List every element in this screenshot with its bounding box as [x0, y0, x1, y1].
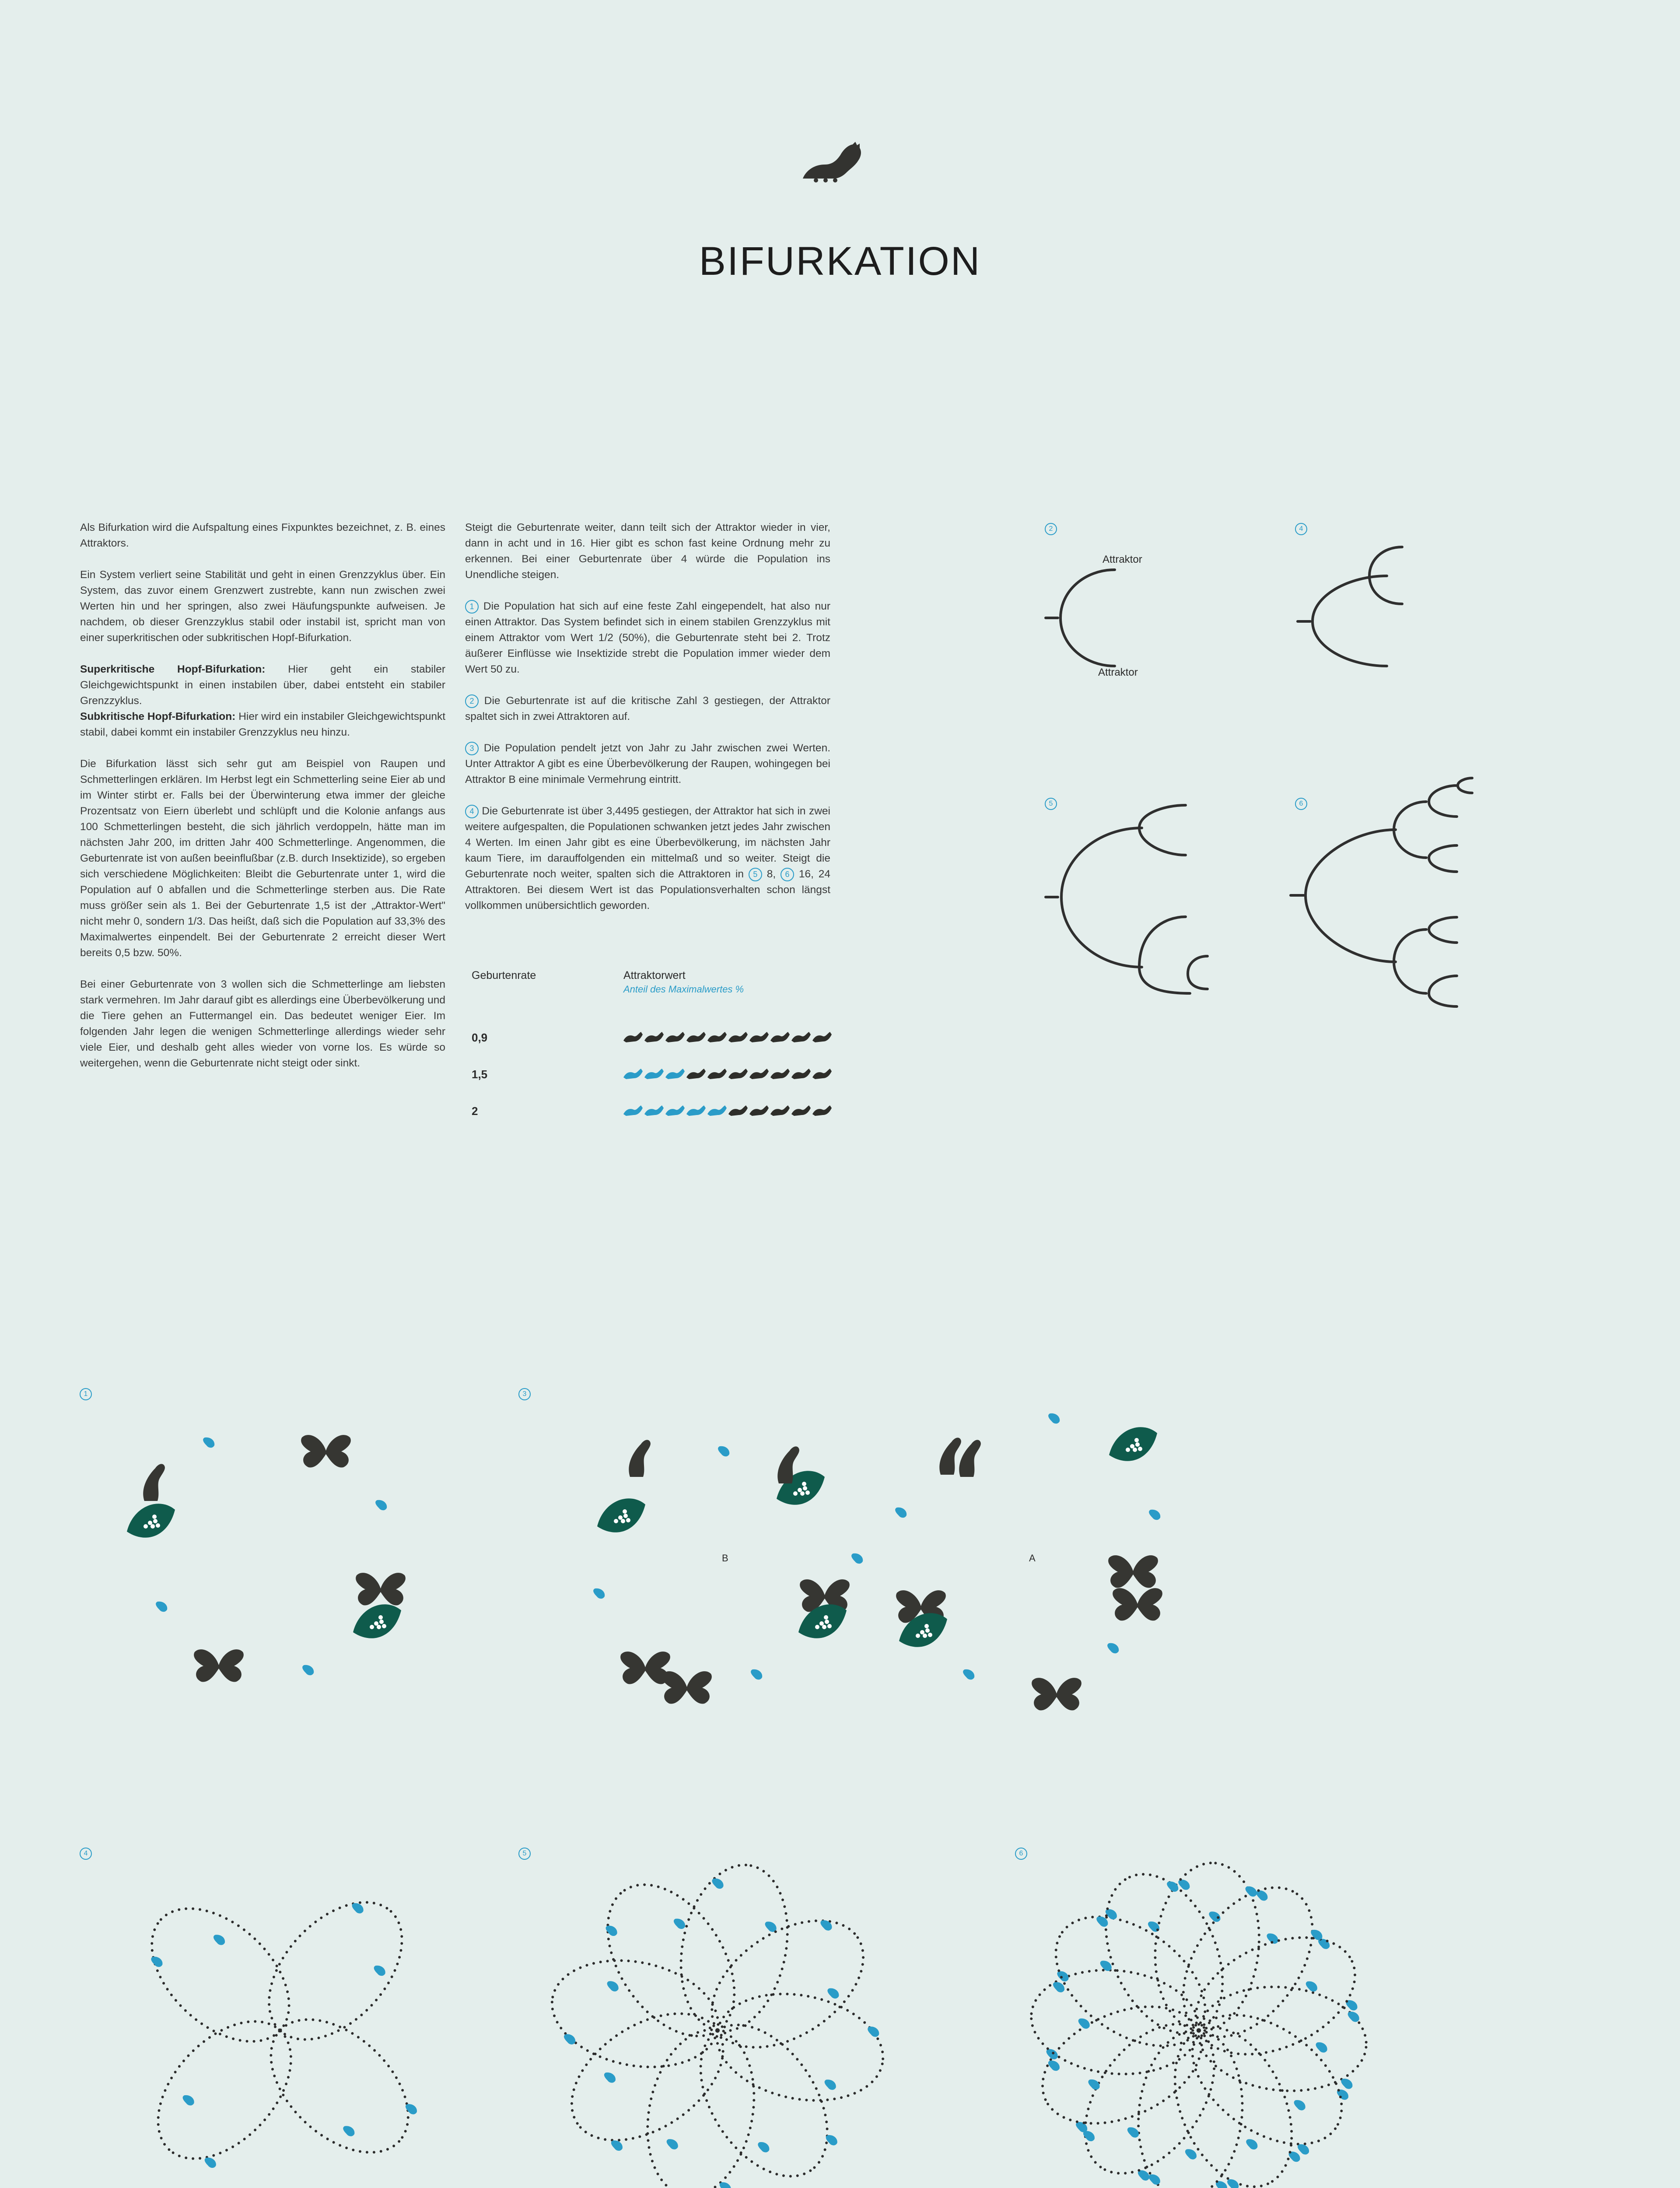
attractor-label-bottom: Attraktor — [1098, 666, 1138, 678]
caterpillar-icon — [707, 1069, 727, 1079]
page-title: BIFURKATION — [699, 239, 981, 284]
table-header-attractor: Attraktorwert — [623, 969, 686, 982]
sub-text: Hier wird ein instabiler Gleichgewichtspunkt stabil, dabei kommt ein instabiler Grenzzyklus neu hinzu. — [80, 711, 445, 738]
egg-icon — [1083, 2131, 1095, 2142]
egg-icon — [963, 1669, 974, 1680]
step-text: 16, 24 Attraktoren. Bei diesem Wert ist das Populationsverhalten schon längst vollkommen unübersichtlich geworden. — [465, 868, 830, 912]
step-3 — [465, 740, 830, 788]
intro-paragraph: Bei einer Geburtenrate von 3 wollen sich die Schmetterlinge am liebsten stark vermehren. Im Jahr darauf gibt es allerdings eine Überbevölkerung und die Tiere gehen an Futtermangel ein. Das bedeutet weniger Eier. Im folgenden Jahr legen die wenigen Schmetterlinge allerdings wieder sehr viele Eier, und deshalb geht alles wieder von vorne los. Es würde so weitergehen, wenn die Geburtenrate nicht steigt oder sinkt. — [80, 978, 445, 1069]
caterpillar-icon — [644, 1032, 664, 1042]
caterpillar-icon-filled — [686, 1105, 706, 1116]
caterpillar-icon — [770, 1105, 790, 1116]
egg-icon — [1048, 1413, 1060, 1424]
egg-icon — [718, 1446, 729, 1457]
table-header-sub: Anteil des Maximalwertes % — [623, 984, 744, 995]
caterpillar-icon — [791, 1105, 811, 1116]
figure-number: 6 — [1295, 798, 1307, 810]
egg-icon — [667, 2139, 678, 2149]
step-text: Die Population pendelt jetzt von Jahr zu Jahr zwischen zwei Werten. Unter Attraktor A gibt es eine Überbevölkerung der Raupen, wohingegen bei Attraktor B eine minimale Vermehrung eintritt. — [465, 742, 830, 785]
figure-number: 4 — [1295, 523, 1307, 535]
egg-icon — [1227, 2179, 1239, 2188]
caterpillar-icon — [798, 136, 864, 184]
egg-icon — [151, 1957, 162, 1967]
orbit-loop — [707, 1980, 893, 2114]
egg-icon — [156, 1602, 167, 1612]
caterpillar-icon — [665, 1032, 685, 1042]
egg-icon — [895, 1508, 906, 1518]
egg-icon — [1138, 2170, 1149, 2181]
leaf-eggs-icon — [127, 1504, 175, 1538]
caterpillar-icon — [749, 1069, 769, 1079]
intro-column — [80, 520, 445, 1087]
orbit-loop — [244, 1877, 427, 2065]
figure-number: 5 — [518, 1848, 531, 1860]
bifurcation-6 — [1291, 778, 1472, 1006]
egg-icon — [375, 1500, 387, 1511]
egg-icon — [1185, 2149, 1197, 2160]
life-cycle-figures — [0, 1378, 1680, 1729]
egg-icon — [205, 2157, 216, 2168]
caterpillar-icon — [686, 1032, 706, 1042]
step-2 — [465, 693, 830, 725]
egg-icon — [302, 1665, 314, 1676]
sub-label: Subkritische Hopf-Bifurkation: — [80, 711, 236, 722]
butterfly-icon — [356, 1573, 406, 1605]
caterpillar-icon — [629, 1440, 651, 1477]
egg-icon — [825, 2079, 836, 2090]
butterfly-icon — [194, 1649, 244, 1682]
caterpillar-icon — [791, 1032, 811, 1042]
step-number: 2 — [465, 694, 479, 708]
egg-icon — [868, 2027, 879, 2037]
caterpillar-icon — [791, 1069, 811, 1079]
step-text: Die Population hat sich auf eine feste Zahl eingependelt, hat also nur einen Attraktor. Das System befindet sich in einem stabilen Grenzzyklus mit einem Attraktor vom Wert 1/2 (50%), die Geburtenrate steht bei 2. Trotz äußerer Einflüsse wie Insektizide strebt die Population immer wieder dem Wert 50 zu. — [465, 600, 830, 675]
egg-icon — [1057, 1971, 1068, 1982]
egg-icon — [606, 1925, 617, 1936]
egg-icon — [1167, 1881, 1178, 1892]
egg-icon — [1127, 2127, 1139, 2138]
egg-icon — [1078, 2019, 1090, 2029]
step-text: 8, — [762, 868, 780, 880]
orbit-loop — [133, 1996, 316, 2184]
table-row-rate: 2 — [472, 1105, 478, 1118]
bifurcation-4 — [1298, 547, 1402, 666]
caterpillar-icon-filled — [644, 1069, 664, 1079]
caterpillar-icon — [959, 1440, 981, 1477]
egg-icon — [1088, 2079, 1099, 2090]
egg-icon — [352, 1903, 364, 1914]
egg-icon — [712, 1879, 723, 1889]
step-number: 6 — [780, 868, 794, 881]
figure-number: 3 — [518, 1388, 531, 1400]
egg-icon — [1107, 1643, 1119, 1654]
caterpillar-icon-filled — [665, 1105, 685, 1116]
caterpillar-icon — [143, 1464, 165, 1501]
leaf-eggs-icon — [597, 1498, 645, 1532]
egg-icon — [406, 2104, 417, 2114]
egg-icon — [1046, 2049, 1058, 2060]
butterfly-icon — [1108, 1555, 1158, 1588]
bifurcation-2 — [1046, 570, 1115, 666]
egg-icon — [1306, 1981, 1317, 1992]
orbit-loop — [667, 1855, 802, 2041]
egg-icon — [611, 2140, 623, 2151]
caterpillar-icon — [749, 1032, 769, 1042]
chaos-cycle-figures — [0, 1838, 1680, 2188]
leaf-eggs-icon — [353, 1604, 401, 1638]
table-row-rate: 0,9 — [472, 1031, 488, 1044]
attractor-label-a: A — [1029, 1553, 1036, 1564]
egg-icon — [758, 2142, 769, 2153]
attractor-label-b: B — [722, 1553, 728, 1564]
bifurcation-diagrams — [1037, 543, 1474, 1015]
step-number: 1 — [465, 600, 479, 614]
step-number: 3 — [465, 742, 479, 755]
butterfly-icon — [301, 1435, 351, 1467]
egg-icon — [374, 1966, 385, 1976]
egg-icon — [765, 1922, 777, 1932]
step-4 — [465, 803, 830, 914]
intro-paragraph: Als Bifurkation wird die Aufspaltung eines Fixpunktes bezeichnet, z. B. eines Attraktors. — [80, 522, 445, 549]
step-text: Die Geburtenrate ist über 3,4495 gestiegen, der Attraktor hat sich in zwei weitere aufgespalten, die Populationen schwanken jetzt jedes Jahr zwischen 4 Werten. Im einen Jahr gibt es eine Überbevölkerung, im nächsten Jahr kaum Tiere, im darauffolgenden ein mittelmaß und so weiter. Steigt die Geburtenrate noch weiter, spalten sich die Attraktoren in — [465, 805, 830, 880]
figure-number: 2 — [1045, 523, 1057, 535]
egg-icon — [1298, 2144, 1309, 2155]
caterpillar-icon — [686, 1069, 706, 1079]
egg-icon — [851, 1553, 863, 1564]
egg-icon — [1341, 2079, 1352, 2089]
caterpillar-icon — [728, 1105, 748, 1116]
steps-paragraph: Steigt die Geburtenrate weiter, dann teilt sich der Attraktor wieder in vier, dann in acht und in 16. Hier gibt es schon fast keine Ordnung mehr zu erkennen. Bei einer Geburtenrate über 4 würde die Population ins Unendliche steigen. — [465, 522, 830, 581]
egg-icon — [1348, 2012, 1359, 2022]
butterfly-icon — [1032, 1678, 1082, 1710]
egg-icon — [751, 1669, 762, 1680]
egg-icon — [1149, 1510, 1160, 1520]
figure-number: 6 — [1015, 1848, 1027, 1860]
caterpillar-icon-filled — [623, 1105, 643, 1116]
egg-icon — [1256, 1890, 1267, 1901]
table-row-rate: 1,5 — [472, 1068, 488, 1081]
caterpillar-icon-filled — [707, 1105, 727, 1116]
orbit-loop — [127, 1883, 314, 2067]
egg-icon — [1048, 2061, 1060, 2071]
caterpillar-icon-filled — [665, 1069, 685, 1079]
orbit-loop — [246, 1994, 433, 2178]
egg-icon — [826, 2135, 837, 2146]
egg-icon — [203, 1438, 214, 1448]
caterpillar-icon — [749, 1105, 769, 1116]
bifurcation-5 — [1046, 805, 1208, 993]
egg-icon — [183, 2095, 194, 2106]
caterpillar-icon — [812, 1069, 832, 1079]
caterpillar-icon — [939, 1438, 961, 1475]
egg-icon — [1178, 1879, 1190, 1890]
super-text: Hier geht ein stabiler Gleichgewichtspunkt in einen instabilen über, dabei entsteht ein stabiler Grenzzyklus. — [80, 663, 445, 707]
attractor-value-icons — [623, 1024, 851, 1125]
egg-icon — [1316, 2042, 1327, 2053]
egg-icon — [1294, 2100, 1306, 2111]
egg-icon — [720, 2182, 731, 2188]
egg-icon — [1246, 2139, 1257, 2149]
caterpillar-icon — [707, 1032, 727, 1042]
steps-column — [465, 520, 830, 929]
caterpillar-icon — [812, 1105, 832, 1116]
figure-number: 4 — [80, 1848, 92, 1860]
egg-icon — [604, 2072, 616, 2083]
egg-icon — [1149, 2174, 1160, 2185]
caterpillar-icon — [770, 1032, 790, 1042]
egg-icon — [564, 2034, 575, 2044]
caterpillar-icon — [728, 1032, 748, 1042]
step-1 — [465, 599, 830, 677]
egg-icon — [674, 1918, 685, 1929]
caterpillar-icon-filled — [623, 1069, 643, 1079]
orbit-loop — [542, 1946, 728, 2081]
table-header-rate: Geburtenrate — [472, 969, 536, 982]
egg-icon — [214, 1935, 225, 1945]
intro-paragraph: Die Bifurkation lässt sich sehr gut am Beispiel von Raupen und Schmetterlingen erklären. Im Herbst legt ein Schmetterling seine Eier ab und im Winter stirbt er. Falls bei der Überwinterung etwa immer der gleiche Prozentsatz von Eiern überlebt und schlüpft und die Kolonie anfangs aus 100 Schmetterlingen besteht, die sich jährlich verdoppeln, hätte man im nächsten Jahr 200, im dritten Jahr 400 Schmetterlinge. Angenommen, die Geburtenrate ist von außen beeinflußbar (z.B. durch Insektizide), so ergeben sich verschiedene Möglichkeiten: Bleibt die Geburtenrate unter 1, wird die Population auf 0 abfallen und die Schmetterlinge sterben aus. Die Rate muss größer sein als 1. Bei der Geburtenrate 1,5 ist der „Attraktor-Wert" nicht mehr 0, sondern 1/3. Das heißt, daß sich die Population auf 33,3% des Maximalwertes einpendelt. Bei der Geburtenrate 2 erreicht dieser Wert bereits 0,5 bzw. 50%. — [80, 758, 445, 959]
step-text: Die Geburtenrate ist auf die kritische Zahl 3 gestiegen, der Attraktor spaltet sich in zwei Attraktoren auf. — [465, 695, 830, 722]
caterpillar-icon — [812, 1032, 832, 1042]
egg-icon — [343, 2126, 354, 2136]
leaf-eggs-icon — [1109, 1427, 1157, 1461]
orbit-loop — [675, 2002, 854, 2188]
figure-number: 5 — [1045, 798, 1057, 810]
caterpillar-icon — [770, 1069, 790, 1079]
butterfly-icon — [1113, 1588, 1162, 1620]
hopf-paragraph — [80, 662, 445, 740]
caterpillar-icon — [623, 1032, 643, 1042]
caterpillar-icon — [728, 1069, 748, 1079]
super-label: Superkritische Hopf-Bifurkation: — [80, 663, 266, 675]
figure-number: 1 — [80, 1388, 92, 1400]
step-number: 4 — [465, 805, 479, 818]
caterpillar-icon-filled — [644, 1105, 664, 1116]
orbit-loop — [1083, 1856, 1246, 2051]
orbit-loop — [1152, 2009, 1315, 2188]
orbit-loop — [634, 2020, 768, 2188]
egg-icon — [593, 1588, 605, 1599]
egg-icon — [1246, 1886, 1257, 1897]
egg-icon — [1053, 1982, 1064, 1992]
step-number: 5 — [749, 868, 762, 881]
intro-paragraph: Ein System verliert seine Stabilität und geht in einen Grenzzyklus über. Ein System, das zuvor einem Grenzwert zustrebte, kann nun zwischen zwei Werten hin und her springen, also zwei Häufungspunkte aufweisen. Je nachdem, ob dieser Grenzzyklus stabil oder instabil ist, spricht man von einer superkritischen oder subkritischen Hopf-Bifurkation. — [80, 569, 445, 644]
butterfly-icon — [662, 1671, 712, 1704]
egg-icon — [607, 1981, 619, 1992]
egg-icon — [1100, 1960, 1112, 1971]
attractor-label-top: Attraktor — [1102, 554, 1142, 565]
egg-icon — [827, 1988, 839, 1999]
